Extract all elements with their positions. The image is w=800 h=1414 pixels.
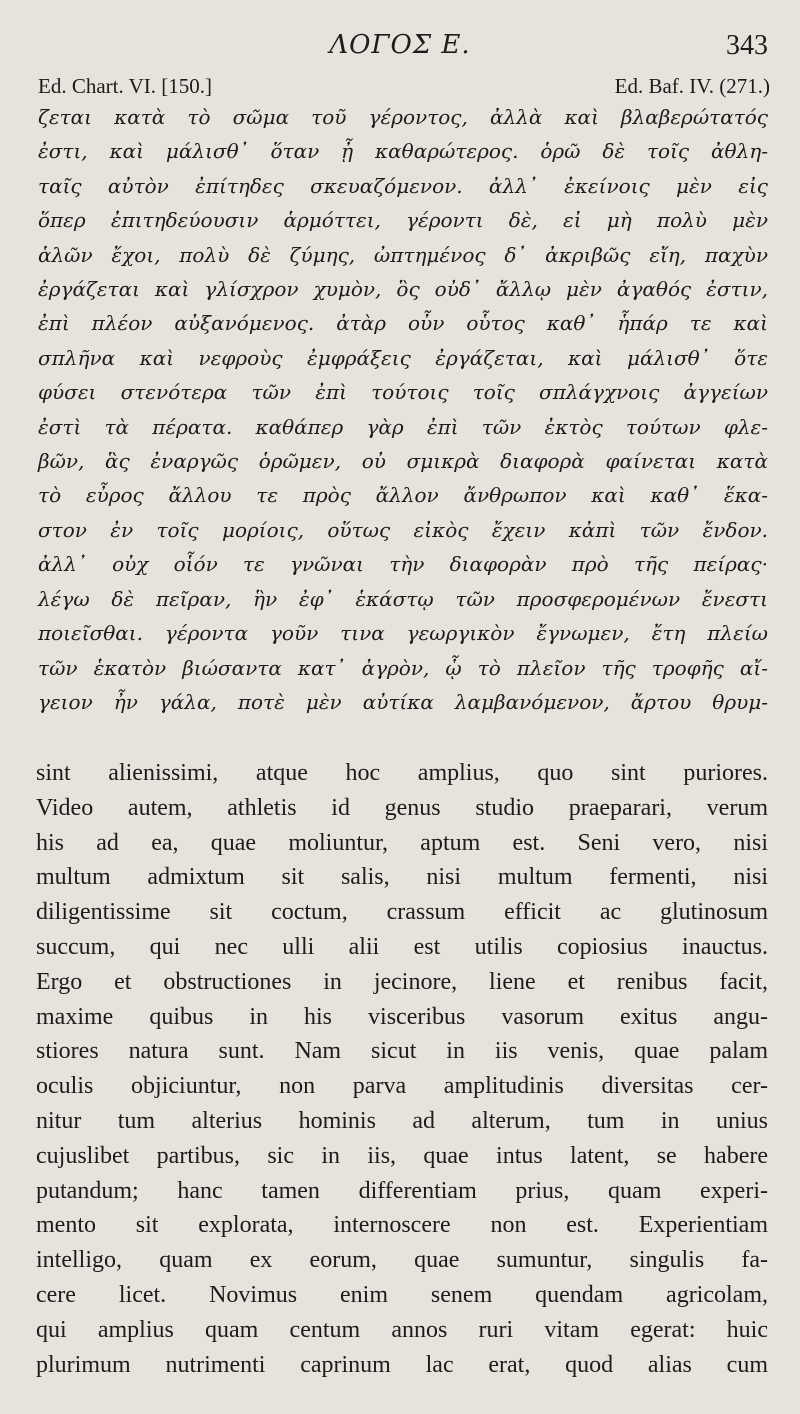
- greek-text-line: ἐστι, καὶ μάλισθ᾽ ὅταν ᾖ καθαρώτερος. ὁρῶ δὲ τοῖς ἀθλη-: [38, 139, 768, 164]
- greek-text-line: ἁλῶν ἔχοι, πολὺ δὲ ζύμης, ὠπτημένος δ᾽ ἀκριβῶς εἴη, παχὺν: [38, 242, 768, 267]
- greek-text-line: ἐπὶ πλέον αὐξανόμενος. ἀτὰρ οὖν οὗτος καθ᾽ ἧπάρ τε καὶ: [38, 311, 768, 336]
- latin-text-line: stiores natura sunt. Nam sicut in iis venis, quae palam: [36, 1038, 768, 1065]
- greek-text-line: στον ἐν τοῖς μορίοις, οὕτως εἰκὸς ἔχειν κἀπὶ τῶν ἔνδον.: [38, 517, 768, 542]
- greek-text-line: ὅπερ ἐπιτηδεύουσιν ἁρμόττει, γέροντι δὲ, εἰ μὴ πολὺ μὲν: [38, 208, 768, 233]
- latin-text-line: sint alienissimi, atque hoc amplius, quo sint puriores.: [36, 760, 768, 786]
- latin-text-line: maxime quibus in his visceribus vasorum exitus angu-: [36, 1003, 768, 1030]
- latin-text-line: putandum; hanc tamen differentiam prius, quam experi-: [36, 1177, 768, 1204]
- latin-text-line: succum, qui nec ulli alii est utilis copiosius inauctus.: [36, 933, 768, 960]
- greek-text-line: ἐστὶ τὰ πέρατα. καθάπερ γὰρ ἐπὶ τῶν ἐκτὸς τούτων φλε-: [38, 414, 768, 439]
- latin-text-line: cujuslibet partibus, sic in iis, quae intus latent, se habere: [36, 1142, 768, 1169]
- greek-text-line: βῶν, ἃς ἐναργῶς ὁρῶμεν, οὐ σμικρὰ διαφορὰ φαίνεται κατὰ: [38, 449, 768, 474]
- latin-text-line: his ad ea, quae moliuntur, aptum est. Seni vero, nisi: [36, 829, 768, 856]
- latin-text-line: cere licet. Novimus enim senem quendam agricolam,: [36, 1281, 768, 1308]
- page-number: 343: [726, 30, 768, 61]
- edition-reference-basel: Ed. Baf. IV. (271.): [614, 74, 770, 98]
- latin-text-line: Video autem, athletis id genus studio praeparari, verum: [36, 794, 768, 821]
- greek-text-line: λέγω δὲ πεῖραν, ἣν ἐφ᾽ ἑκάστῳ τῶν προσφερομένων ἔνεστι: [38, 586, 768, 611]
- latin-text-line: mento sit explorata, internoscere non est. Experientiam: [36, 1212, 768, 1239]
- greek-text-line: ἀλλ᾽ οὐχ οἷόν τε γνῶναι τὴν διαφορὰν πρὸ τῆς πείρας·: [38, 552, 768, 577]
- greek-text-line: ταῖς αὐτὸν ἐπίτηδες σκευαζόμενον. ἀλλ᾽ ἐκείνοις μὲν εἰς: [38, 173, 768, 198]
- greek-text-line: τὸ εὖρος ἄλλου τε πρὸς ἄλλον ἄνθρωπον καὶ καθ᾽ ἕκα-: [38, 483, 768, 508]
- greek-text-line: ζεται κατὰ τὸ σῶμα τοῦ γέροντος, ἀλλὰ καὶ βλαβερώτατός: [38, 105, 768, 129]
- latin-text-line: multum admixtum sit salis, nisi multum fermenti, nisi: [36, 864, 768, 891]
- latin-text-line: oculis objiciuntur, non parva amplitudinis diversitas cer-: [36, 1073, 768, 1100]
- latin-text-line: qui amplius quam centum annos ruri vitam egerat: huic: [36, 1316, 768, 1343]
- latin-text-line: plurimum nutrimenti caprinum lac erat, quod alias cum: [36, 1351, 768, 1378]
- latin-text-line: Ergo et obstructiones in jecinore, liene et renibus facit,: [36, 968, 768, 995]
- greek-text-line: ἐργάζεται καὶ γλίσχρον χυμὸν, ὃς οὐδ᾽ ἄλλῳ μὲν ἀγαθός ἐστιν,: [38, 277, 768, 302]
- latin-text-line: diligentissime sit coctum, crassum efficit ac glutinosum: [36, 899, 768, 926]
- greek-text-block: [38, 100, 768, 719]
- latin-text-line: nitur tum alterius hominis ad alterum, tum in unius: [36, 1107, 768, 1134]
- greek-text-line: ποιεῖσθαι. γέροντα γοῦν τινα γεωργικὸν ἔγνωμεν, ἔτη πλείω: [38, 621, 768, 646]
- running-title: ΛΟΓΟΣ Ε.: [329, 30, 471, 60]
- edition-reference-chartier: Ed. Chart. VI. [150.]: [38, 74, 212, 98]
- latin-text-block: [36, 756, 768, 1382]
- latin-text-line: intelligo, quam ex eorum, quae sumuntur, singulis fa-: [36, 1247, 768, 1274]
- greek-text-line: σπλῆνα καὶ νεφροὺς ἐμφράξεις ἐργάζεται, καὶ μάλισθ᾽ ὅτε: [38, 345, 768, 370]
- greek-text-line: φύσει στενότερα τῶν ἐπὶ τούτοις τοῖς σπλάγχνοις ἀγγείων: [38, 380, 768, 405]
- greek-text-line: γειον ἦν γάλα, ποτὲ μὲν αὐτίκα λαμβανόμενον, ἄρτου θρυμ-: [38, 689, 768, 714]
- greek-text-line: τῶν ἑκατὸν βιώσαντα κατ᾽ ἀγρὸν, ᾧ τὸ πλεῖον τῆς τροφῆς αἴ-: [38, 655, 768, 680]
